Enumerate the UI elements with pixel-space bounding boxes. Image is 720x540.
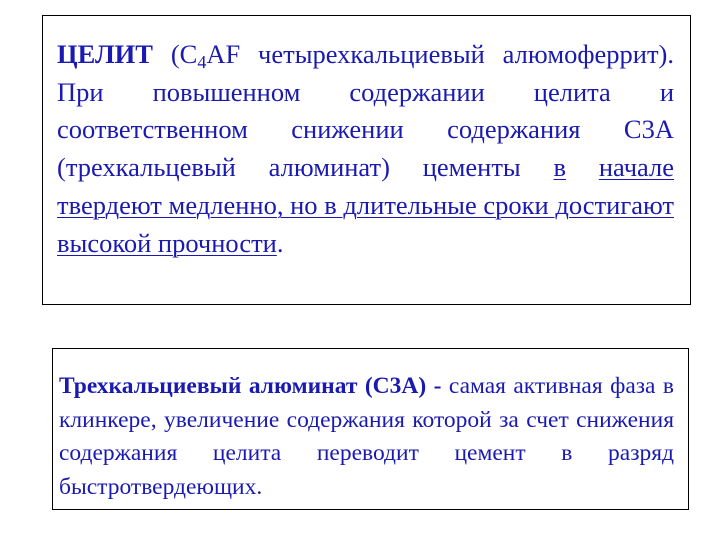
celite-term: ЦЕЛИТ (57, 39, 153, 69)
c3a-description: самая активная фаза в клинкере, увеличение содержания которой за счет снижения содержания целита переводит цемент в разряд быстротвердеющих. (59, 373, 674, 500)
celite-definition-box (42, 15, 691, 305)
underlined-strength-text: твердеют медленно, но в длительные сроки достигают высокой прочности (57, 189, 674, 258)
c3a-paragraph (59, 370, 674, 504)
celite-paragraph: ЦЕЛИТ ($C_4AF$ четырехкальциевый алюмоферрит). При повышенном содержании целита и соответственном снижении содержания С3А (трехкальцевый алюминат) цементы в начале твердеют медленно, но в длительные сроки достигают высокой прочности. (57, 39, 675, 258)
underlined-in: в (553, 152, 567, 183)
celite-formula: ($C_4AF$ (170, 39, 241, 73)
c3a-definition-box (52, 348, 689, 510)
underlined-start: начале (598, 152, 675, 183)
c3a-term: Трехкальциевый алюминат (С3А) - (59, 373, 442, 399)
celite-description: четырехкальциевый алюмоферрит). При повышенном содержании целита и соответственном снижении содержания С3А (трехкальцевый алюминат) цементы (57, 39, 674, 183)
